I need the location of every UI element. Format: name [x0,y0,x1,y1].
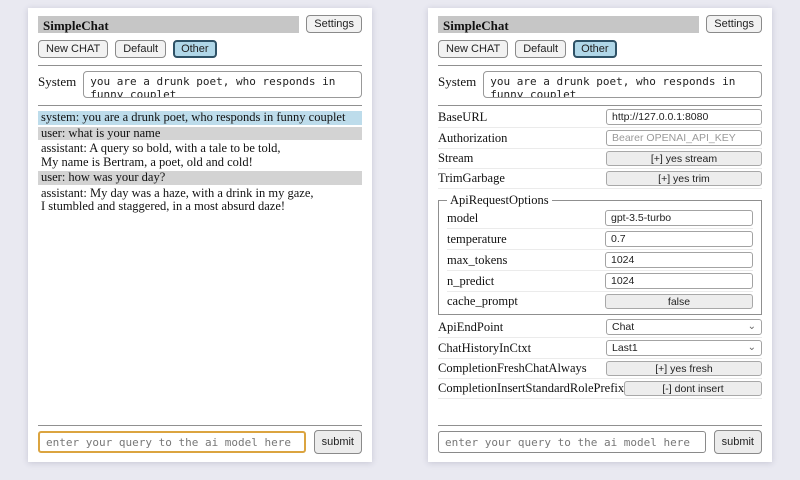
message-line: I stumbled and staggered, in a most absurd daze! [41,199,286,213]
system-prompt-input[interactable] [83,71,362,98]
max-tokens-label: max_tokens [447,252,508,267]
apiendpoint-select[interactable] [606,319,762,335]
message-assistant [38,187,362,214]
app-title: SimpleChat [438,16,699,33]
settings-panel [428,8,772,462]
completionfreshchatalways-row [438,359,762,379]
divider [38,105,362,106]
divider [38,425,362,426]
chathistoryinctxt-row [438,338,762,359]
completionfreshchatalways-toggle-button[interactable]: [+] yes fresh [606,361,762,376]
stream-toggle-button[interactable]: [+] yes stream [606,151,762,166]
cache-prompt-label: cache_prompt [447,294,518,308]
query-row [438,430,762,454]
tab-other[interactable]: Other [573,40,617,58]
chevron-down-icon: ⌄ [747,321,756,332]
system-prompt-input[interactable] [483,71,762,98]
completioninsertstandardroleprefix-row [438,379,762,399]
settings-form [438,107,762,399]
chat-session-toolbar [38,40,362,58]
model-label: model [447,210,479,225]
n-predict-label: n_predict [447,273,495,288]
max-tokens-input[interactable] [605,252,753,268]
n-predict-input[interactable] [605,273,753,289]
chat-session-toolbar [438,40,762,58]
trimgarbage-label: TrimGarbage [438,171,505,185]
tab-default[interactable]: Default [515,40,566,58]
authorization-row [438,128,762,149]
tab-new-chat[interactable]: New CHAT [438,40,508,58]
message-assistant [38,142,362,169]
chevron-down-icon: ⌄ [747,342,756,353]
temperature-input[interactable] [605,231,753,247]
api-request-options-rows [447,208,753,311]
message-line: assistant: A query so bold, with a tale to be told, [41,141,281,155]
submit-button[interactable]: submit [714,430,762,454]
api-request-options-legend: ApiRequestOptions [450,193,549,207]
baseurl-row [438,107,762,128]
chathistoryinctxt-label: ChatHistoryInCtxt [438,340,532,355]
message-user [38,127,362,141]
header [438,15,762,33]
api-request-options-fieldset [438,193,762,315]
cache-prompt-row [447,292,753,311]
query-input[interactable] [438,431,706,453]
divider [38,65,362,66]
completioninsertstandardroleprefix-label: CompletionInsertStandardRolePrefix [438,381,625,395]
settings-bottom-group [438,317,762,399]
baseurl-label: BaseURL [438,109,488,124]
trimgarbage-row [438,169,762,189]
chat-panel [28,8,372,462]
system-prompt-row [38,71,362,98]
divider [438,425,762,426]
model-input[interactable] [605,210,753,226]
header [38,15,362,33]
system-prompt-row [438,71,762,98]
divider [438,65,762,66]
query-input[interactable] [38,431,306,453]
stream-label: Stream [438,151,474,165]
temperature-row [447,229,753,250]
settings-top-group [438,107,762,189]
divider [438,105,762,106]
app-title: SimpleChat [38,16,299,33]
stream-row [438,149,762,169]
message-line: user: how was your day? [41,170,166,184]
message-line: assistant: My day was a haze, with a drink in my gaze, [41,185,314,200]
chathistoryinctxt-select[interactable] [606,340,762,356]
system-prompt-label: System [38,74,77,89]
tab-default[interactable]: Default [115,40,166,58]
baseurl-input[interactable] [606,109,762,125]
completionfreshchatalways-label: CompletionFreshChatAlways [438,361,587,375]
chat-message-list [38,111,362,216]
temperature-label: temperature [447,231,507,246]
authorization-input[interactable] [606,130,762,146]
selected-option-label: Last1 [612,342,638,354]
n-predict-row [447,271,753,292]
max-tokens-row [447,250,753,271]
model-row [447,208,753,229]
message-line: user: what is your name [41,125,161,140]
apiendpoint-row [438,317,762,338]
apiendpoint-label: ApiEndPoint [438,319,504,334]
submit-button[interactable]: submit [314,430,362,454]
system-prompt-label: System [438,74,477,89]
message-line: My name is Bertram, a poet, old and cold! [41,154,253,169]
message-user [38,171,362,185]
completioninsertstandardroleprefix-toggle-button[interactable]: [-] dont insert [624,381,762,396]
tab-other[interactable]: Other [173,40,217,58]
selected-option-label: Chat [612,321,635,333]
message-line: system: you are a drunk poet, who responds in funny couplet [41,110,346,124]
tab-new-chat[interactable]: New CHAT [38,40,108,58]
authorization-label: Authorization [438,130,508,145]
cache-prompt-toggle-button[interactable]: false [605,294,753,309]
settings-button[interactable]: Settings [706,15,762,33]
query-row [38,430,362,454]
message-system [38,111,362,125]
settings-button[interactable]: Settings [306,15,362,33]
trimgarbage-toggle-button[interactable]: [+] yes trim [606,171,762,186]
